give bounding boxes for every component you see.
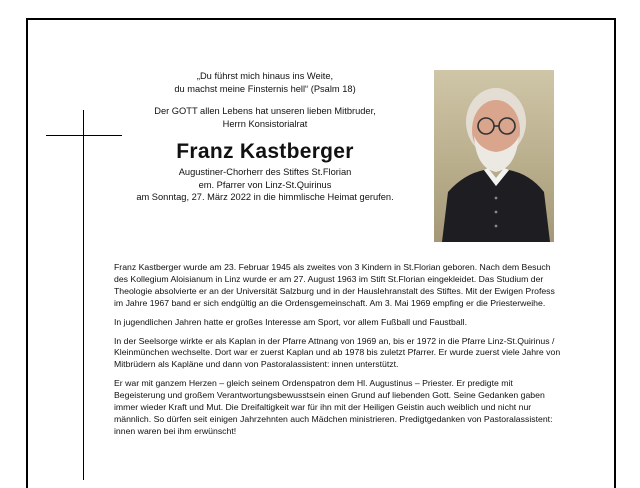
obituary-header (105, 70, 425, 204)
subtitle-line-1: Augustiner-Chorherr des Stiftes St.Florian (178, 167, 352, 177)
cross-vertical-bar (83, 110, 84, 480)
body-paragraph-3: In der Seelsorge wirkte er als Kaplan in der Pfarre Attnang von 1969 an, bis er 1972 in die Pfarre Linz-St.Quirinus / Kleinmünchen wechselte. Dort war er zuerst Kaplan und ab 1978 bis zuletzt Pfarrer. Er wurde zuerst viele Jahre von Mitbrüdern als Kapläne und dann von Pastoralassistent: innen unterstützt. (114, 335, 561, 370)
quote-line-2: du machst meine Finsternis hell“ (Psalm 18) (174, 83, 356, 94)
intro-line-2: Herrn Konsistorialrat (222, 118, 308, 129)
subtitle (105, 166, 425, 204)
psalm-quote (105, 70, 425, 95)
body-paragraph-4: Er war mit ganzem Herzen – gleich seinem Ordenspatron dem Hl. Augustinus – Priester. Er predigte mit Begeisterung und großem Verantwortungsbewusstsein einen Grund auf liebenden Gott. Seine Gedanken gaben immer wieder Kraft und Mut. Die Dreifaltigkeit war für ihn mit der Heiligen Geistin auch weiblich und nicht nur männlich. So dürfen seit einigen Jahrzehnten auch Mädchen ministrieren. Predigtgedanken von Pastoralassistent: innen waren bei ihm erwünscht! (114, 378, 553, 436)
body-paragraph-1: Franz Kastberger wurde am 23. Februar 1945 als zweites von 3 Kindern in St.Florian geboren. Nach dem Besuch des Kollegium Aloisianum in Linz wurde er am 27. August 1963 im Stift St.Florian eingekleidet. Das Studium der Theologie absolvierte er an der Universität Salzburg und in der Hauslehranstalt des Stiftes. Mit der Ewigen Profess im Jahre 1967 band er sich endgültig an die Ordensgemeinschaft. Am 3. Mai 1969 empfing er die Priesterweihe. (114, 262, 555, 308)
body-paragraph-2: In jugendlichen Jahren hatte er großes Interesse am Sport, vor allem Fußball und Faustball. (114, 316, 467, 327)
deceased-name: Franz Kastberger (176, 140, 354, 163)
intro-text (105, 105, 425, 130)
subtitle-line-2: em. Pfarrer von Linz-St.Quirinus (198, 179, 332, 190)
subtitle-line-3: am Sonntag, 27. März 2022 in die himmlische Heimat gerufen. (136, 192, 394, 202)
portrait-photo (434, 70, 554, 242)
obituary-body (114, 262, 564, 445)
portrait-illustration (434, 70, 554, 242)
intro-line-1: Der GOTT allen Lebens hat unseren lieben Mitbruder, (154, 106, 376, 116)
quote-line-1: „Du führst mich hinaus ins Weite, (196, 71, 334, 81)
